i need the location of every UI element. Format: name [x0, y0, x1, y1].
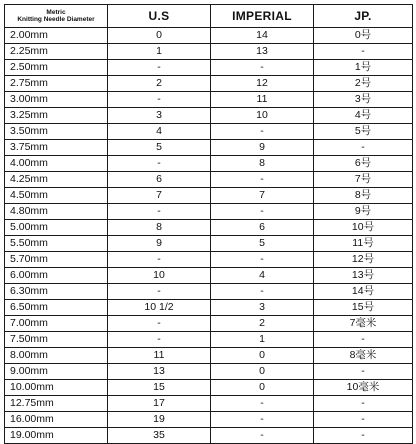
cell-imperial: -	[211, 284, 314, 300]
cell-jp: -	[314, 396, 413, 412]
cell-us: 10	[108, 268, 211, 284]
cell-us: 35	[108, 428, 211, 444]
cell-us: 5	[108, 140, 211, 156]
cell-imperial: -	[211, 124, 314, 140]
cell-jp: 5号	[314, 124, 413, 140]
cell-us: 3	[108, 108, 211, 124]
cell-imperial: -	[211, 204, 314, 220]
table-row	[5, 108, 413, 124]
cell-imperial: -	[211, 428, 314, 444]
cell-us: 8	[108, 220, 211, 236]
cell-metric: 3.75mm	[5, 140, 108, 156]
cell-imperial: 4	[211, 268, 314, 284]
table-row	[5, 156, 413, 172]
cell-imperial: 0	[211, 348, 314, 364]
cell-imperial: 7	[211, 188, 314, 204]
cell-jp: 1号	[314, 60, 413, 76]
cell-imperial: 8	[211, 156, 314, 172]
cell-metric: 2.25mm	[5, 44, 108, 60]
cell-imperial: 6	[211, 220, 314, 236]
cell-metric: 4.00mm	[5, 156, 108, 172]
table-row	[5, 380, 413, 396]
cell-jp: -	[314, 140, 413, 156]
cell-us: -	[108, 332, 211, 348]
cell-imperial: 0	[211, 364, 314, 380]
cell-metric: 4.80mm	[5, 204, 108, 220]
cell-metric: 6.00mm	[5, 268, 108, 284]
table-row	[5, 300, 413, 316]
cell-metric: 5.50mm	[5, 236, 108, 252]
header-metric	[5, 5, 108, 28]
header-jp: JP.	[314, 5, 413, 28]
cell-jp: 8号	[314, 188, 413, 204]
cell-metric: 7.50mm	[5, 332, 108, 348]
cell-us: 17	[108, 396, 211, 412]
cell-jp: 7毫米	[314, 316, 413, 332]
table-row	[5, 364, 413, 380]
cell-imperial: 0	[211, 380, 314, 396]
table-row	[5, 60, 413, 76]
cell-us: -	[108, 92, 211, 108]
table-row	[5, 396, 413, 412]
cell-us: 6	[108, 172, 211, 188]
table-row	[5, 284, 413, 300]
cell-jp: -	[314, 412, 413, 428]
cell-metric: 2.50mm	[5, 60, 108, 76]
header-metric-line1: Metric	[46, 9, 66, 16]
cell-metric: 3.25mm	[5, 108, 108, 124]
table-row	[5, 140, 413, 156]
table-row	[5, 268, 413, 284]
cell-us: -	[108, 204, 211, 220]
table-row	[5, 316, 413, 332]
cell-imperial: 3	[211, 300, 314, 316]
header-imperial: IMPERIAL	[211, 5, 314, 28]
cell-jp: 3号	[314, 92, 413, 108]
cell-jp: 8毫米	[314, 348, 413, 364]
cell-metric: 16.00mm	[5, 412, 108, 428]
table-row	[5, 236, 413, 252]
table-row	[5, 412, 413, 428]
header-us: U.S	[108, 5, 211, 28]
cell-imperial: -	[211, 252, 314, 268]
cell-jp: 15号	[314, 300, 413, 316]
cell-metric: 3.50mm	[5, 124, 108, 140]
cell-jp: 9号	[314, 204, 413, 220]
cell-imperial: -	[211, 412, 314, 428]
cell-jp: -	[314, 364, 413, 380]
cell-jp: 6号	[314, 156, 413, 172]
table-header-row	[5, 5, 413, 28]
cell-us: -	[108, 60, 211, 76]
table-row	[5, 332, 413, 348]
cell-metric: 8.00mm	[5, 348, 108, 364]
cell-metric: 5.00mm	[5, 220, 108, 236]
cell-metric: 2.00mm	[5, 28, 108, 44]
cell-imperial: 13	[211, 44, 314, 60]
cell-us: 1	[108, 44, 211, 60]
cell-us: 9	[108, 236, 211, 252]
cell-jp: 11号	[314, 236, 413, 252]
cell-jp: 10号	[314, 220, 413, 236]
cell-jp: 4号	[314, 108, 413, 124]
cell-metric: 7.00mm	[5, 316, 108, 332]
cell-metric: 19.00mm	[5, 428, 108, 444]
cell-jp: -	[314, 428, 413, 444]
cell-us: 13	[108, 364, 211, 380]
cell-us: 4	[108, 124, 211, 140]
table-body	[5, 28, 413, 444]
cell-us: 19	[108, 412, 211, 428]
cell-imperial: 12	[211, 76, 314, 92]
cell-metric: 12.75mm	[5, 396, 108, 412]
cell-us: 0	[108, 28, 211, 44]
table-row	[5, 220, 413, 236]
table-row	[5, 172, 413, 188]
cell-imperial: -	[211, 172, 314, 188]
cell-us: 15	[108, 380, 211, 396]
cell-jp: 10毫米	[314, 380, 413, 396]
cell-jp: -	[314, 332, 413, 348]
table-row	[5, 204, 413, 220]
cell-metric: 4.25mm	[5, 172, 108, 188]
cell-metric: 6.50mm	[5, 300, 108, 316]
table-row	[5, 28, 413, 44]
cell-imperial: 5	[211, 236, 314, 252]
table-row	[5, 348, 413, 364]
cell-jp: 12号	[314, 252, 413, 268]
table-row	[5, 188, 413, 204]
cell-imperial: 11	[211, 92, 314, 108]
cell-imperial: -	[211, 60, 314, 76]
table-row	[5, 124, 413, 140]
cell-imperial: 14	[211, 28, 314, 44]
cell-imperial: 9	[211, 140, 314, 156]
cell-us: -	[108, 316, 211, 332]
cell-metric: 2.75mm	[5, 76, 108, 92]
cell-us: 11	[108, 348, 211, 364]
cell-us: 2	[108, 76, 211, 92]
cell-us: -	[108, 252, 211, 268]
header-metric-line2: Knitting Needle Diameter	[17, 16, 95, 23]
table-row	[5, 252, 413, 268]
cell-imperial: -	[211, 396, 314, 412]
cell-jp: 2号	[314, 76, 413, 92]
cell-jp: 13号	[314, 268, 413, 284]
cell-us: 10 1/2	[108, 300, 211, 316]
cell-jp: 14号	[314, 284, 413, 300]
table-row	[5, 428, 413, 444]
table-row	[5, 44, 413, 60]
needle-size-chart	[4, 4, 412, 444]
cell-metric: 4.50mm	[5, 188, 108, 204]
cell-metric: 6.30mm	[5, 284, 108, 300]
cell-imperial: 10	[211, 108, 314, 124]
cell-jp: -	[314, 44, 413, 60]
cell-metric: 3.00mm	[5, 92, 108, 108]
cell-jp: 0号	[314, 28, 413, 44]
cell-metric: 5.70mm	[5, 252, 108, 268]
cell-us: 7	[108, 188, 211, 204]
cell-jp: 7号	[314, 172, 413, 188]
cell-us: -	[108, 284, 211, 300]
cell-metric: 9.00mm	[5, 364, 108, 380]
table-row	[5, 76, 413, 92]
cell-us: -	[108, 156, 211, 172]
cell-metric: 10.00mm	[5, 380, 108, 396]
cell-imperial: 1	[211, 332, 314, 348]
cell-imperial: 2	[211, 316, 314, 332]
needle-size-table	[4, 4, 413, 444]
table-row	[5, 92, 413, 108]
